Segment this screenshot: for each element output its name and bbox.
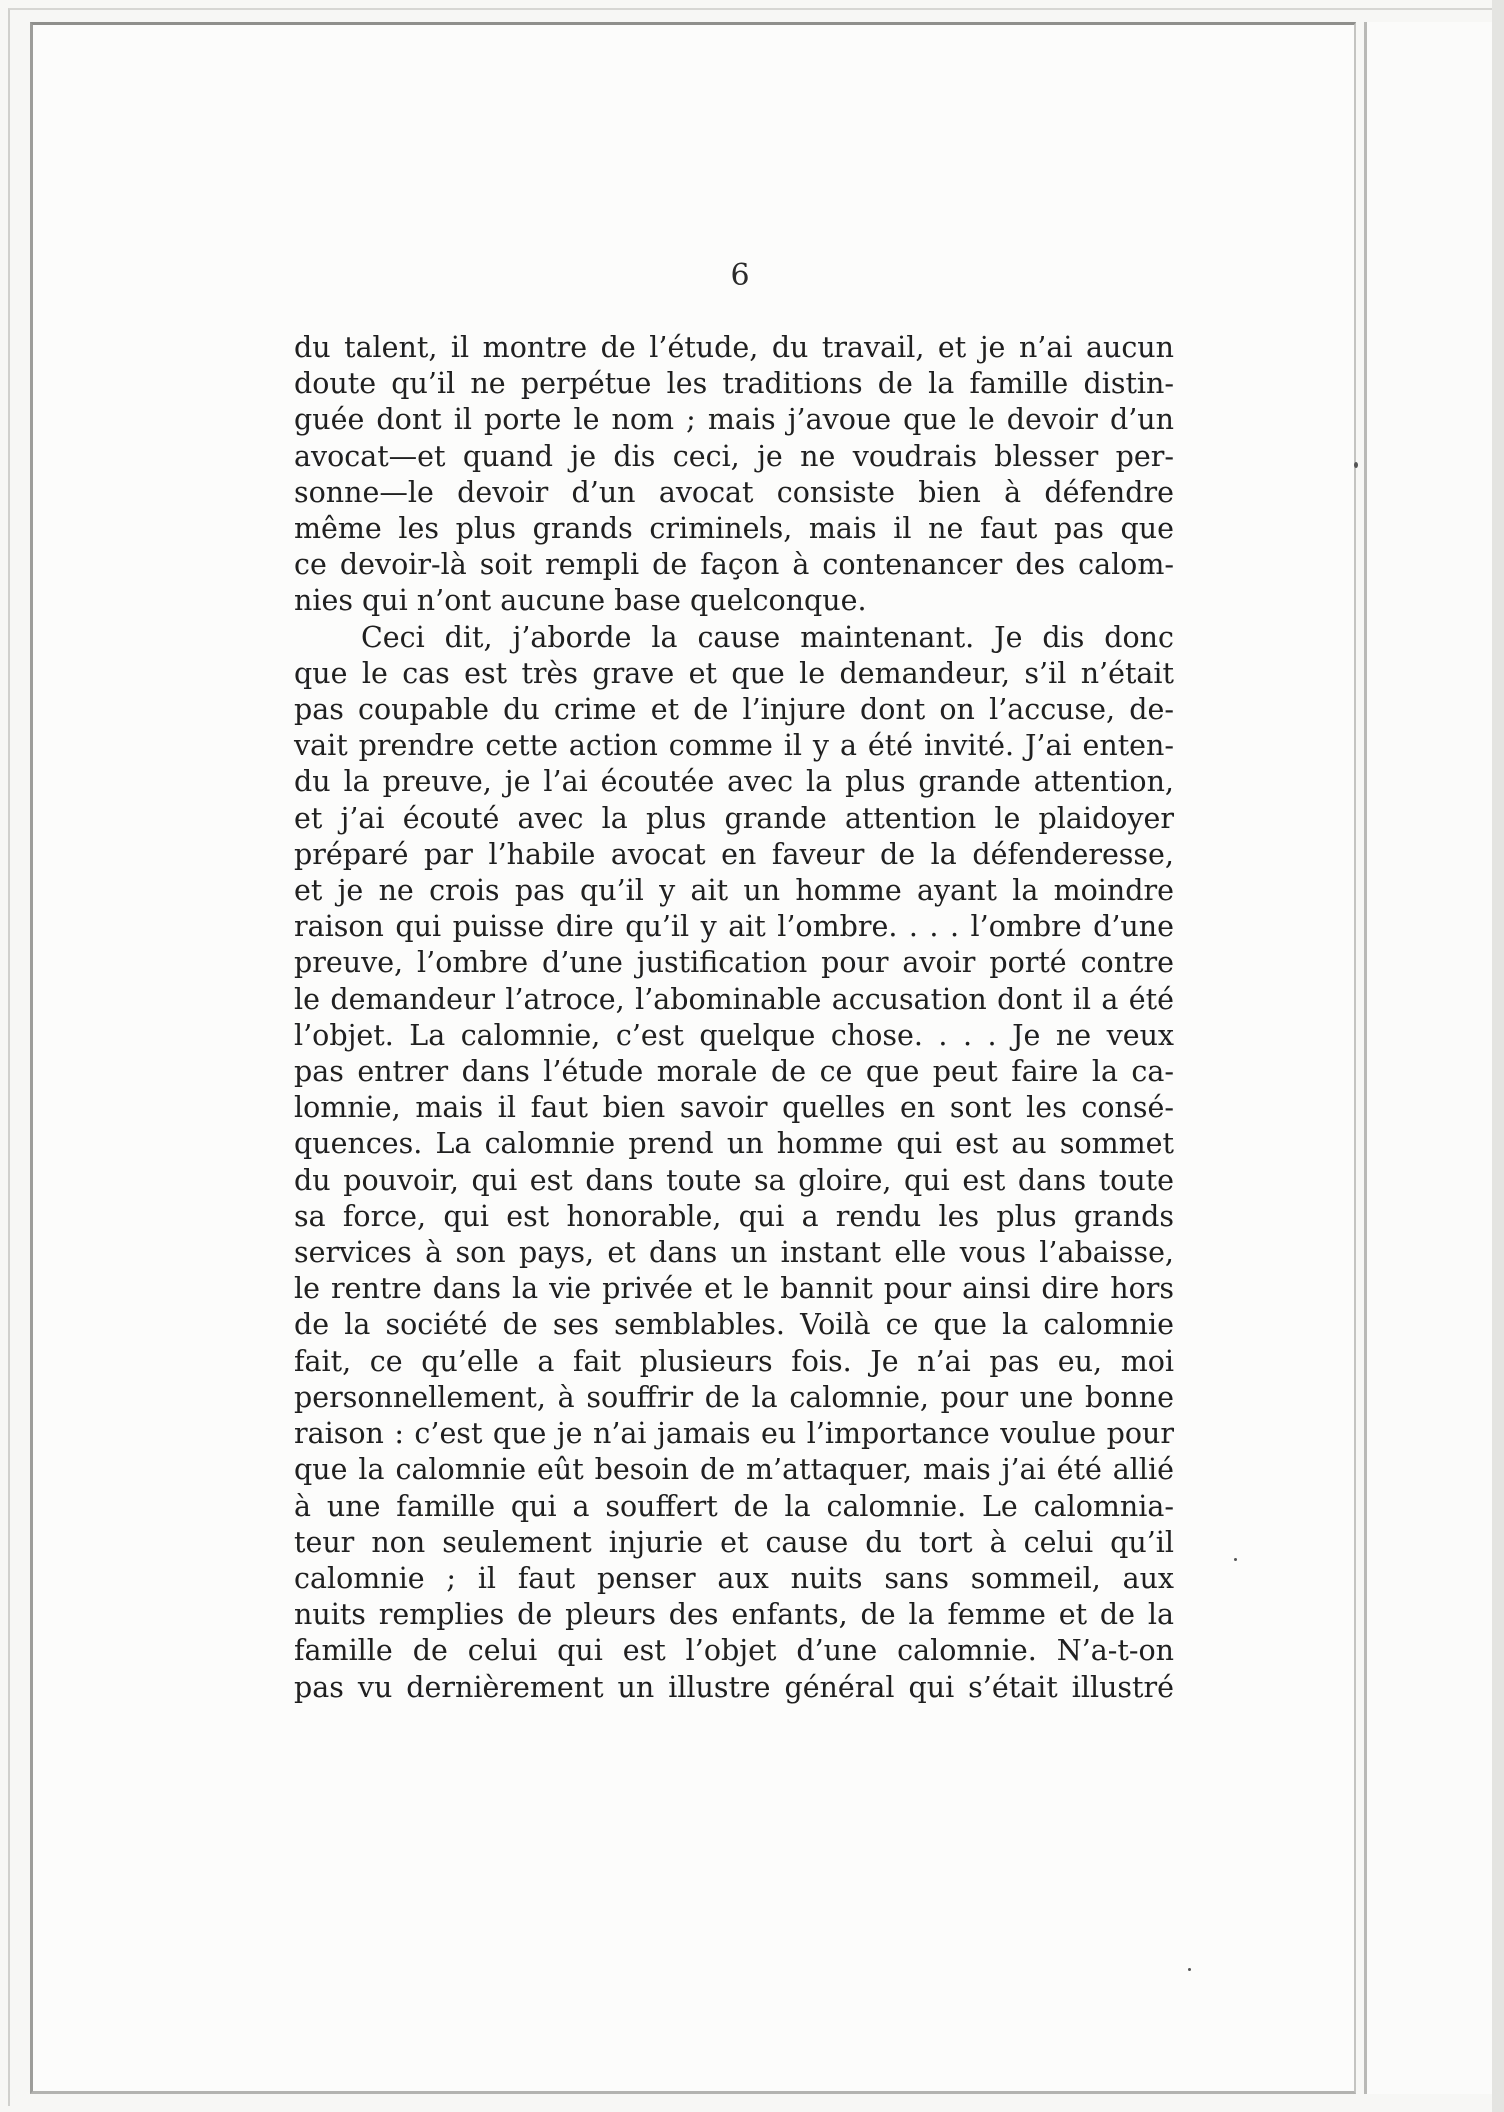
text-line: que la calomnie eût besoin de m’attaquer, mais j’ai été allié	[294, 1453, 1174, 1487]
text-line: services à son pays, et dans un instant elle vous l’abaisse,	[294, 1236, 1174, 1270]
scan-speck	[1354, 462, 1358, 468]
text-line: lomnie, mais il faut bien savoir quelles en sont les consé-	[294, 1091, 1174, 1125]
text-line: quences. La calomnie prend un homme qui est au sommet	[294, 1127, 1174, 1161]
text-line: personnellement, à souffrir de la calomnie, pour une bonne	[294, 1380, 1174, 1414]
text-line: famille de celui qui est l’objet d’une calomnie. N’a-t-on	[294, 1634, 1174, 1668]
text-line: le rentre dans la vie privée et le bannit pour ainsi dire hors	[294, 1272, 1174, 1306]
scan-edge	[1492, 0, 1504, 2112]
text-line: avocat—et quand je dis ceci, je ne voudrais blesser per-	[294, 439, 1174, 473]
text-line: pas vu dernièrement un illustre général qui s’était illustré	[294, 1670, 1174, 1704]
text-line: raison : c’est que je n’ai jamais eu l’importance voulue pour	[294, 1417, 1174, 1451]
text-line: de la société de ses semblables. Voilà ce que la calomnie	[294, 1308, 1174, 1342]
text-line: pas entrer dans l’étude morale de ce que peut faire la ca-	[294, 1055, 1174, 1089]
text-line: du la preuve, je l’ai écoutée avec la plus grande attention,	[294, 765, 1174, 799]
text-line: préparé par l’habile avocat en faveur de la défenderesse,	[294, 837, 1174, 871]
text-line: teur non seulement injurie et cause du tort à celui qu’il	[294, 1525, 1174, 1559]
scan-speck	[1234, 1558, 1237, 1561]
text-line: nuits remplies de pleurs des enfants, de la femme et de la	[294, 1598, 1174, 1632]
text-line: preuve, l’ombre d’une justification pour avoir porté contre	[294, 946, 1174, 980]
text-line: sonne—le devoir d’un avocat consiste bien à défendre	[294, 475, 1174, 509]
text-line: pas coupable du crime et de l’injure dont on l’accuse, de-	[294, 693, 1174, 727]
text-line: à une famille qui a souffert de la calomnie. Le calomnia-	[294, 1489, 1174, 1523]
text-line: l’objet. La calomnie, c’est quelque chose. . . . Je ne veux	[294, 1018, 1174, 1052]
text-line: raison qui puisse dire qu’il y ait l’ombre. . . . l’ombre d’une	[294, 910, 1174, 944]
text-line: ce devoir-là soit rempli de façon à contenancer des calom-	[294, 548, 1174, 582]
text-line: fait, ce qu’elle a fait plusieurs fois. Je n’ai pas eu, moi	[294, 1344, 1174, 1378]
text-line: du pouvoir, qui est dans toute sa gloire, qui est dans toute	[294, 1163, 1174, 1197]
scan-speck	[1188, 1968, 1191, 1971]
text-line: du talent, il montre de l’étude, du travail, et je n’ai aucun	[294, 331, 1174, 364]
text-line: et je ne crois pas qu’il y ait un homme ayant la moindre	[294, 874, 1174, 908]
text-line: Ceci dit, j’aborde la cause maintenant. Je dis donc	[361, 620, 1174, 654]
adjacent-page-edge	[1364, 22, 1504, 2094]
text-line: que le cas est très grave et que le demandeur, s’il n’était	[294, 656, 1174, 690]
text-line: et j’ai écouté avec la plus grande attention le plaidoyer	[294, 801, 1174, 835]
text-line: même les plus grands criminels, mais il ne faut pas que	[294, 512, 1174, 546]
text-line: le demandeur l’atroce, l’abominable accusation dont il a été	[294, 982, 1174, 1016]
page-number: 6	[730, 258, 750, 293]
text-line: doute qu’il ne perpétue les traditions de la famille distin-	[294, 367, 1174, 401]
body-text	[294, 330, 1174, 1706]
text-line: guée dont il porte le nom ; mais j’avoue que le devoir d’un	[294, 403, 1174, 437]
text-line: sa force, qui est honorable, qui a rendu les plus grands	[294, 1199, 1174, 1233]
text-line: nies qui n’ont aucune base quelconque.	[294, 584, 867, 618]
text-line: calomnie ; il faut penser aux nuits sans sommeil, aux	[294, 1561, 1174, 1595]
text-line: vait prendre cette action comme il y a été invité. J’ai enten-	[294, 729, 1174, 763]
